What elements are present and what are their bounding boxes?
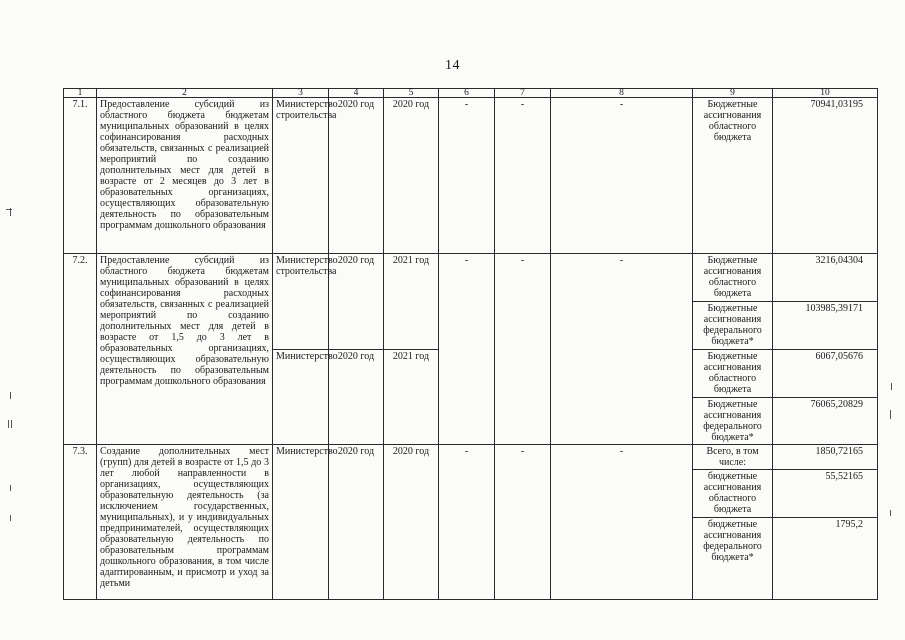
margin-mark [10,392,11,399]
column-header: 4 [329,89,384,98]
column-header-row [64,89,878,98]
funding-source: Бюджетные ассигнования федерального бюджета* [693,398,773,445]
row-executor: Министерство [273,350,329,445]
row-number: 7.3. [64,445,97,600]
funding-source: Всего, в том числе: [693,445,773,470]
funding-source: бюджетные ассигнования федерального бюджета* [693,518,773,600]
row-end-year: 2020 год [384,445,439,600]
row-col7: - [495,254,551,445]
funding-amount: 76065,20829 [773,398,878,445]
funding-amount: 1795,2 [773,518,878,600]
column-header: 5 [384,89,439,98]
row-description: Предоставление субсидий из областного бюджета бюджетам муниципальных образований в целях софинансирования расходных обязательств, связанных с реализацией мероприятий по созданию дополнительных мест для детей в возрасте от 1,5 до 3 лет в образовательных организациях, осуществляющих образовательную деятельность по образовательным программам дошкольного образования [97,254,273,445]
column-header: 7 [495,89,551,98]
margin-mark [10,485,11,491]
column-header: 8 [551,89,693,98]
row-col6: - [439,98,495,254]
margin-mark [890,410,891,419]
margin-mark [11,420,12,428]
funding-source: Бюджетные ассигнования областного бюджета [693,350,773,398]
row-description: Создание дополнительных мест (групп) для детей в возрасте от 1,5 до 3 лет любой направленности в организациях, осуществляющих образовательную деятельность (за исключением государственных, муниципальных), и у индивидуальных предпринимателей, осуществляющих образовательную деятельность по образовательным программам дошкольного образования, в том числе адаптированным, и присмотр и уход за детьми [97,445,273,600]
row-col7: - [495,445,551,600]
funding-source: Бюджетные ассигнования областного бюджета [693,254,773,302]
funding-amount: 70941,03195 [773,98,878,254]
margin-mark [6,209,12,210]
funding-amount: 55,52165 [773,470,878,518]
table-row [64,445,878,470]
funding-amount: 3216,04304 [773,254,878,302]
row-start-year: 2020 год [329,98,384,254]
row-end-year: 2021 год [384,254,439,350]
row-col6: - [439,445,495,600]
margin-mark [890,510,891,516]
column-header: 10 [773,89,878,98]
row-executor: Министерство строительства [273,254,329,350]
row-end-year: 2021 год [384,350,439,445]
column-header: 2 [97,89,273,98]
funding-source: Бюджетные ассигнования областного бюджета [693,98,773,254]
row-end-year: 2020 год [384,98,439,254]
row-col6: - [439,254,495,445]
table-row [64,98,878,254]
row-start-year: 2020 год [329,254,384,350]
row-start-year: 2020 год [329,350,384,445]
row-executor: Министерство строительства [273,98,329,254]
row-col8: - [551,445,693,600]
column-header: 6 [439,89,495,98]
row-number: 7.2. [64,254,97,445]
row-description: Предоставление субсидий из областного бюджета бюджетам муниципальных образований в целях софинансирования расходных обязательств, связанных с реализацией мероприятий по созданию дополнительных мест для детей в возрасте от 2 месяцев до 3 лет в образовательных организациях, осуществляющих образовательную деятельность по образовательным программам дошкольного образования [97,98,273,254]
row-executor: Министерство [273,445,329,600]
funding-source: бюджетные ассигнования областного бюджета [693,470,773,518]
margin-mark [891,383,892,390]
funding-source: Бюджетные ассигнования федерального бюджета* [693,302,773,350]
funding-amount: 6067,05676 [773,350,878,398]
funding-amount: 1850,72165 [773,445,878,470]
margin-mark [10,515,11,521]
column-header: 9 [693,89,773,98]
column-header: 3 [273,89,329,98]
column-header: 1 [64,89,97,98]
program-table [63,88,878,600]
row-col8: - [551,98,693,254]
page-number: 14 [445,58,460,73]
row-start-year: 2020 год [329,445,384,600]
row-number: 7.1. [64,98,97,254]
row-col7: - [495,98,551,254]
table-row [64,254,878,302]
funding-amount: 103985,39171 [773,302,878,350]
margin-mark [8,420,9,428]
row-col8: - [551,254,693,445]
